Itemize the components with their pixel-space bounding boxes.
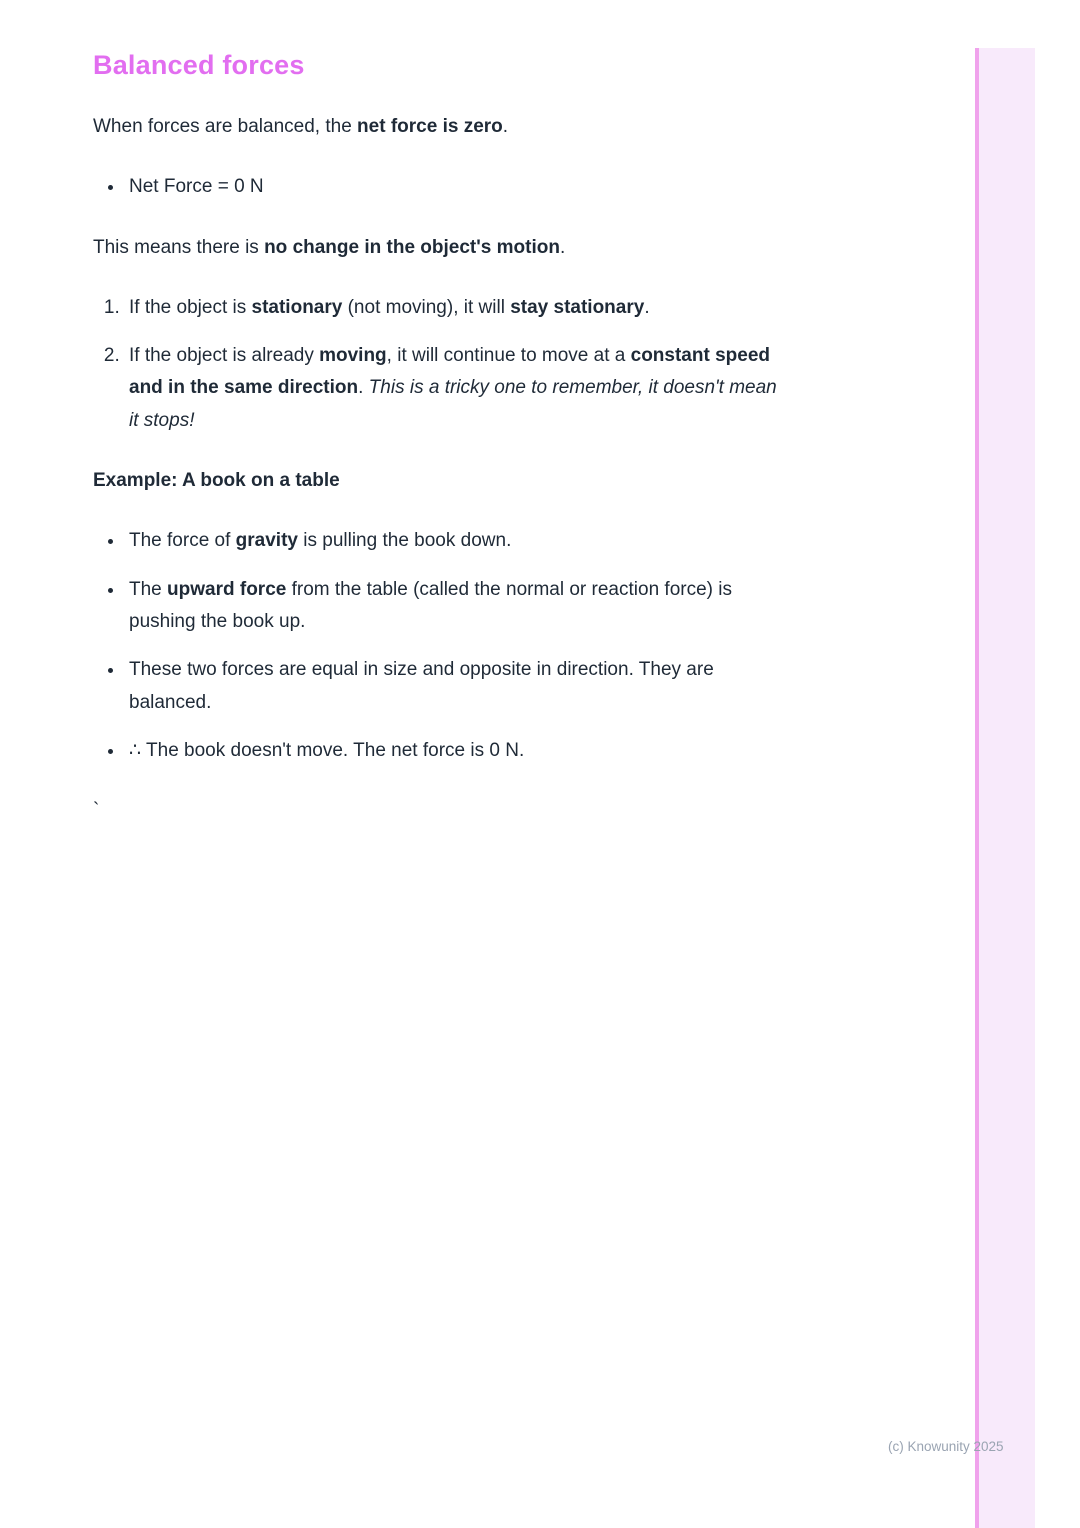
paragraph-no-change: This means there is no change in the object's motion. — [93, 236, 566, 258]
stray-backtick: ` — [93, 800, 100, 822]
copyright-text: (c) Knowunity 2025 — [888, 1439, 1004, 1454]
list-item-net-force: • Net Force = 0 N — [125, 171, 783, 203]
right-margin-stripe — [975, 48, 1035, 1528]
net-force-list — [93, 171, 783, 203]
list-item-gravity: • The force of gravity is pulling the book down. — [125, 525, 783, 557]
document-content — [93, 50, 783, 855]
list-item-conclusion: • ∴ The book doesn't move. The net force is 0 N. — [125, 735, 783, 767]
list-item-upward-force: • The upward force from the table (called the normal or reaction force) is pushing the book up. — [125, 574, 783, 639]
example-heading: Example: A book on a table — [93, 470, 340, 492]
page-title: Balanced forces — [93, 50, 305, 80]
example-list — [93, 525, 783, 767]
motion-rules-list — [93, 292, 783, 437]
list-item-equal-forces: • These two forces are equal in size and opposite in direction. They are balanced. — [125, 654, 783, 719]
list-item-stationary: 1. If the object is stationary (not moving), it will stay stationary. — [125, 292, 783, 324]
list-item-moving: 2. If the object is already moving, it will continue to move at a constant speed and in the same direction. This is a tricky one to remember, it doesn't mean it stops! — [125, 340, 783, 437]
paragraph-balanced-intro: When forces are balanced, the net force is zero. — [93, 116, 509, 137]
